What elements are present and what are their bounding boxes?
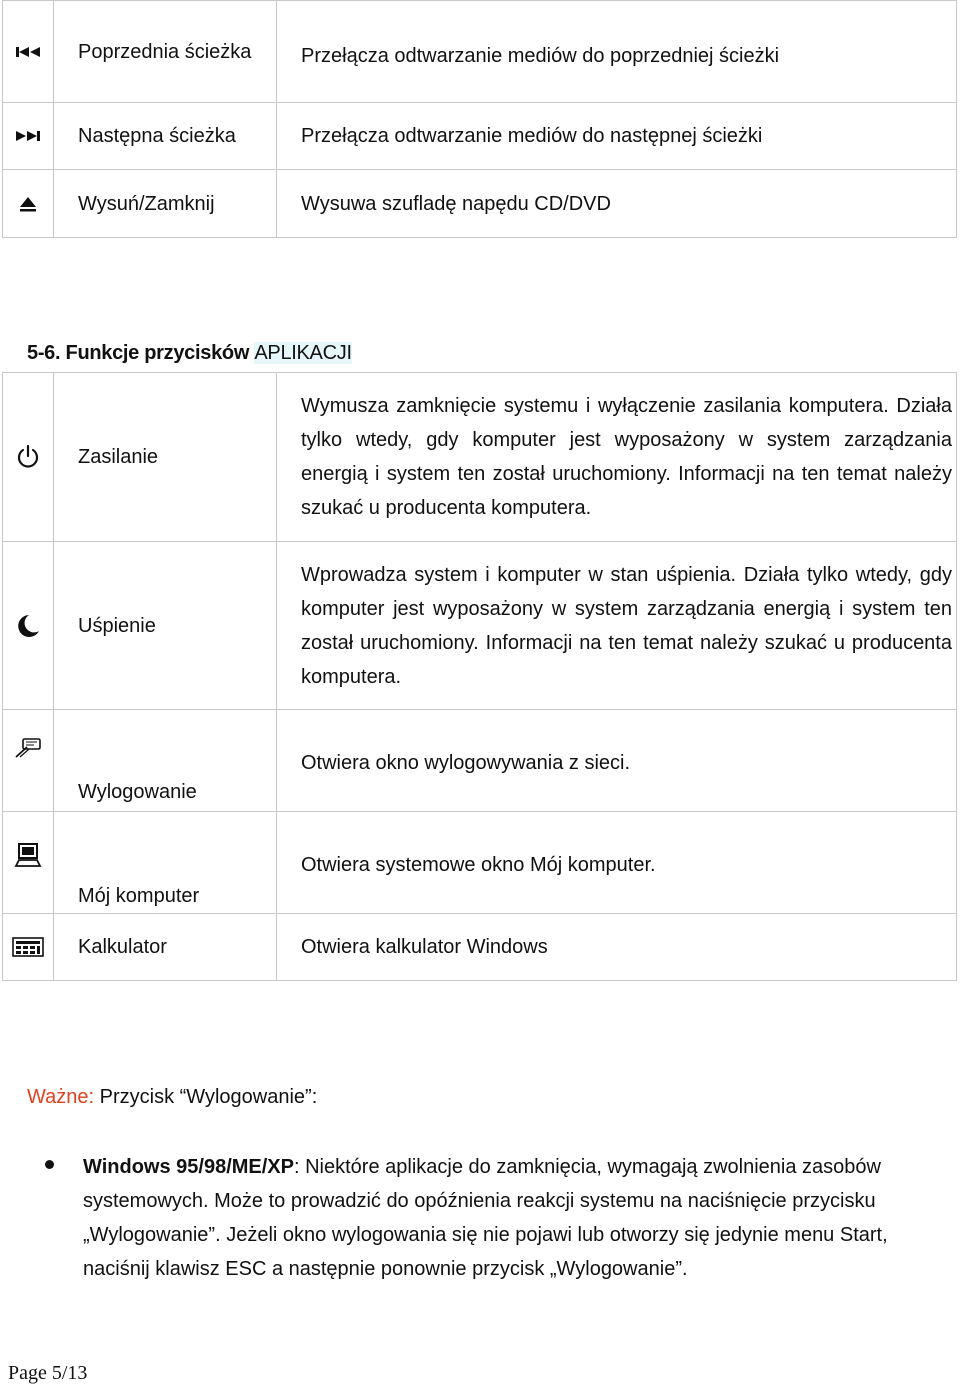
section-highlight: APLIKACJI xyxy=(254,342,352,364)
logoff-key-icon xyxy=(14,736,42,758)
table-row xyxy=(3,373,957,542)
next-track-icon xyxy=(15,125,41,147)
table-row xyxy=(3,710,957,812)
key-description: Otwiera okno wylogowywania z sieci. xyxy=(277,710,957,812)
eject-icon xyxy=(19,192,37,214)
my-computer-icon xyxy=(14,843,42,865)
sleep-moon-icon xyxy=(15,614,41,636)
important-note xyxy=(27,1086,317,1109)
icon-cell xyxy=(3,812,54,914)
icon-cell xyxy=(3,542,54,710)
key-description: Przełącza odtwarzanie mediów do następnej ścieżki xyxy=(277,103,957,170)
note-label: Ważne: xyxy=(27,1086,95,1108)
section-title: Funkcje przycisków xyxy=(65,342,250,364)
key-name: Następna ścieżka xyxy=(54,103,277,170)
key-description: Otwiera systemowe okno Mój komputer. xyxy=(277,812,957,914)
key-name: Mój komputer xyxy=(54,812,277,914)
bullet-text xyxy=(83,1150,920,1286)
calculator-icon xyxy=(12,936,44,958)
icon-cell xyxy=(3,103,54,170)
application-keys-table xyxy=(2,372,957,981)
icon-cell xyxy=(3,1,54,103)
page-number: Page 5/13 xyxy=(8,1362,88,1384)
icon-cell xyxy=(3,170,54,238)
key-description: Wymusza zamknięcie systemu i wyłączenie zasilania komputera. Działa tylko wtedy, gdy komputer jest wyposażony w system zarządzania energią i system ten został uruchomiony. Informacji na ten temat należy szukać u producenta komputera. xyxy=(277,373,957,542)
key-name: Uśpienie xyxy=(54,542,277,710)
icon-cell xyxy=(3,710,54,812)
key-description: Przełącza odtwarzanie mediów do poprzedniej ścieżki xyxy=(277,1,957,103)
key-description: Wysuwa szufladę napędu CD/DVD xyxy=(277,170,957,238)
bullet-body: : Niektóre aplikacje do zamknięcia, wymagają zwolnienia zasobów systemowych. Może to prowadzić do opóźnienia reakcji systemu na naciśnięcie przycisku „Wylogowanie”. Jeżeli okno wylogowania się nie pojawi lub otworzy się jedynie menu Start, naciśnij klawisz ESC a następnie ponownie przycisk „Wylogowanie”. xyxy=(83,1156,888,1280)
key-name: Wysuń/Zamknij xyxy=(54,170,277,238)
bullet-dot-icon xyxy=(45,1160,54,1169)
power-icon xyxy=(16,445,40,467)
previous-track-icon xyxy=(15,40,41,62)
bullet-item xyxy=(40,1150,920,1286)
icon-cell xyxy=(3,373,54,542)
key-description: Wprowadza system i komputer w stan uśpienia. Działa tylko wtedy, gdy komputer jest wyposażony w system zarządzania energią i system ten został uruchomiony. Informacji na ten temat należy szukać u producenta komputera. xyxy=(277,542,957,710)
note-text: Przycisk “Wylogowanie”: xyxy=(99,1086,318,1108)
section-number: 5-6. xyxy=(27,342,61,364)
key-description: Otwiera kalkulator Windows xyxy=(277,914,957,981)
key-name: Zasilanie xyxy=(54,373,277,542)
key-name: Wylogowanie xyxy=(54,710,277,812)
os-versions: Windows 95/98/ME/XP xyxy=(83,1156,294,1178)
table-row xyxy=(3,914,957,981)
icon-cell xyxy=(3,914,54,981)
table-row xyxy=(3,1,957,103)
table-row xyxy=(3,812,957,914)
key-name: Poprzednia ścieżka xyxy=(54,1,277,103)
media-keys-table xyxy=(2,0,957,238)
table-row xyxy=(3,542,957,710)
key-name: Kalkulator xyxy=(54,914,277,981)
table-row xyxy=(3,170,957,238)
section-heading xyxy=(27,342,352,365)
table-row xyxy=(3,103,957,170)
